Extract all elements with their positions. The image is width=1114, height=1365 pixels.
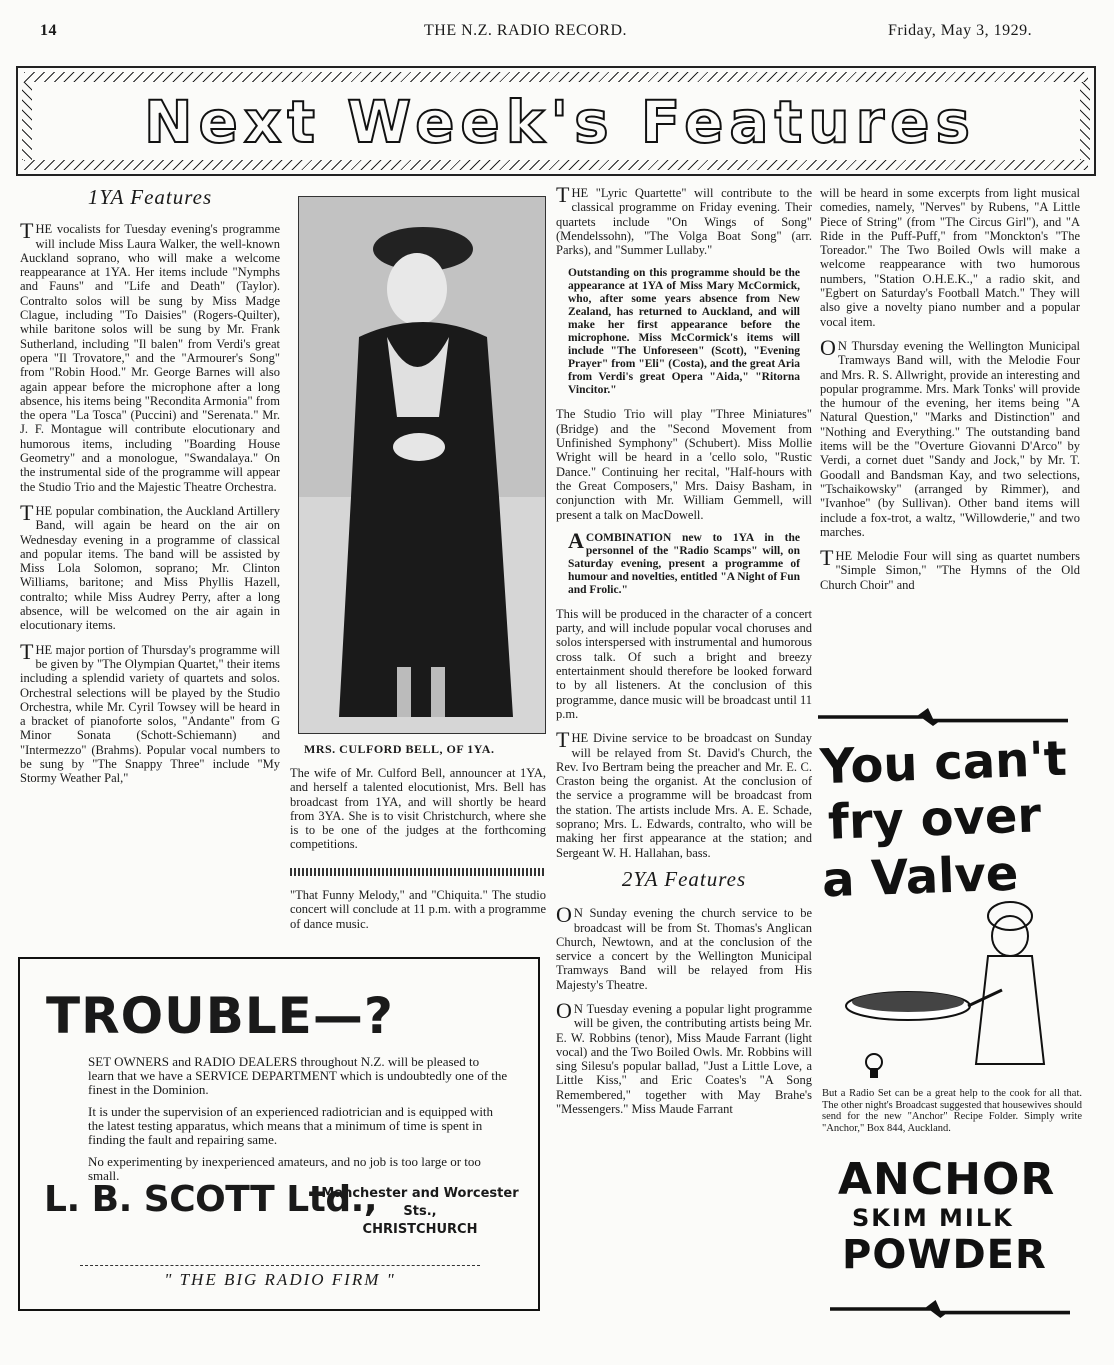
highlight-paragraph: ACOMBINATION new to 1YA in the personnel of the "Radio Scamps" will, on Saturday evening, present a programme of humour and novelties, entitled "A Night of Fun and Frolic." [568,527,800,596]
article-paragraph: ON Tuesday evening a popular light programme will be given, the contributing artists being Mr. E. W. Robbins (tenor), Miss Maude Farrant (light vocal) and the Two Boiled Owls. Mr. Robbins will sing Silesu's popular ballad, "Just a Little Love, a Little Kiss," and Eric Coates's "A Song Remembered," together with May Brahe's "Messengers." Miss Maude Farrant [556,997,812,1117]
banner-border-left [22,82,32,160]
caption-paragraph: The wife of Mr. Culford Bell, announcer at 1YA, and herself a talented elocutionist, Mrs. Bell has broadcast from 1YA, and will shortly be heard from 3YA. She is to visit Christchurch, where she is to be one of the judges at the forthcoming competitions. [290,766,546,852]
section-heading-1ya: 1YA Features [87,185,213,209]
brand-name: ANCHOR [838,1154,1056,1205]
lightning-divider-bottom [830,1300,1070,1318]
ad-slogan-line: fry over [827,787,1042,851]
address-street: Manchester and Worcester Sts., [321,1186,519,1219]
service-department-ad [18,957,540,1311]
banner-border-right [1080,82,1090,160]
photo-caption: MRS. CULFORD BELL, OF 1YA. [304,742,495,756]
brand-product: SKIM MILK [852,1204,1014,1232]
article-paragraph: THE vocalists for Tuesday evening's programme will include Miss Laura Walker, the well-known Auckland soprano, who will make a welcome reappearance at 1YA. Her items include "Nymphs and Fauns" and "Life and Death" (Taylor). Contralto solos will be sung by Miss Madge Clague, including "To Daisies" (Rogers-Quilter), while baritone solos will be sung by Mr. Frank Sutherland, including "Il balen" from Verdi's great opera "Il Trovatore," and the "Armourer's Song" from "Robin Hood." Mr. George Barnes will also again appear before the microphone after a long absence, his items being "Recondita Armonia" from the opera "La Tosca" (Puccini) and "Serenata." Mr. J. F. Montague will contribute elocutionary and humorous items, including "Boarding House Geometry" and a monologue, "Swandalaya." On the instrumental side of the programme will appear the Studio Trio and the Majestic Theatre Orchestra. [20,218,280,494]
ad-paragraph: It is under the supervision of an experienced radiotrician and is equipped with the latest testing apparatus, which means that a minimum of time is spent in finding the fault and repairing same. [88,1104,494,1147]
banner-title-box [130,88,990,156]
ad-body [88,1055,508,1191]
column-2-continued [290,888,546,941]
features-banner [16,66,1096,176]
column-4 [820,186,1080,602]
lightning-divider-top [818,708,1068,726]
ad-body-text: But a Radio Set can be a great help to the cook for all that. The other night's Broadcast suggested that housewives should send for the new "Anchor" Recipe Folder. Simply write "Anchor," Box 844, Auckland. [822,1088,1082,1134]
article-paragraph: ON Sunday evening the church service to be broadcast will be from St. Thomas's Anglican Church, Newtown, and at the conclusion of the service a concert by the Wellington Municipal Tramways Band will be relayed from His Majesty's Theatre. [556,902,812,992]
article-paragraph: THE Divine service to be broadcast on Sunday will be relayed from St. David's Church, the Rev. Ivo Bertram being the preacher and Mr. E. C. Craston being the organist. At the conclusion of the service a programme will be broadcast from the station. The artists include Mrs. A. E. Schade, soprano; Mrs. L. Edwards, contralto, who will be making her first appearance at the station; and Sergeant W. H. Hallahan, bass. [556,727,812,860]
address-city: CHRISTCHURCH [362,1222,478,1237]
article-paragraph: THE popular combination, the Auckland Artillery Band, will again be heard on the air on Wednesday evening in a programme of classical and popular items. The band will be assisted by Miss Lola Solomon, soprano; Mr. Clinton Williams, baritone; and Miss Phyllis Hazell, contralto; while Miss Audrey Perry, after a long absence, will be welcomed on the air again in elocutionary items. [20,499,280,633]
highlight-paragraph: Outstanding on this programme should be the appearance at 1YA of Miss Mary McCormick, who, after some years absence from New Zealand, has returned to Auckland, and will make her first appearance before the microphone. Miss McCormick's items will include "The Unforeseen" (Scott), "Evening Prayer" from "Eli" (Costa), and the great Aria from Verdi's great Opera "Aida," "Ritorna Vincitor." [568,267,800,397]
section-heading-2ya: 2YA Features [621,866,747,891]
article-paragraph: The Studio Trio will play "Three Miniatures" (Bridge) and the "Second Movement from Unfinished Symphony" (Schubert). Miss Mollie Wright will be heard in a 'cello solo, "Rustic Dance." Continuing her recital, "Half-hours with the Great Composers," Mrs. Daisy Basham, in conjunction with Mr. William Gemmell, will present a talk on MacDowell. [556,407,812,522]
company-address [310,1185,530,1239]
article-paragraph: ON Thursday evening the Wellington Municipal Tramways Band will, with the Melodie Four and Mrs. R. S. Allwright, provide an interesting and popular programme. Mrs. Mark Tonks' will provide the humour of the evening, her items being "A Natural Question," "Marks and Distinction" and "Nothing and Everything." The outstanding band items will be the "Overture Giovanni D'Arco" by Verdi, a cornet duet "Sandy and Jock," by Mr. T. Goodall and Bandsman Kay, and two selections, "Tschaikowsky" (arranged by Rimmer), and "Ivanhoe" (by Sullivan). Other band items will include a fox-trot, a waltz, "Willowderie," and two marches. [820,334,1080,539]
cook-illustration [838,894,1082,1084]
ad-slogan-line: a Valve [821,845,1020,909]
column-1yA [20,186,280,796]
banner-border-bottom [24,160,1088,170]
company-slogan: " THE BIG RADIO FIRM " [80,1265,480,1290]
anchor-milk-ad [818,730,1088,1294]
page-number: 14 [40,22,57,39]
dotted-separator [290,868,546,876]
article-paragraph: will be heard in some excerpts from light musical comedies, namely, "Nerves" by Rubens, "A Little Piece of String" (from "The Circus Girl"), and "A Ride in the Puff-Puff," from "Monckton's "The Toreador." The Two Boiled Owls will make a welcome reappearance with two humorous numbers, "Station O.H.E.K.," a radio skit, and "Egbert on Saturday's Football Match." They will also give a novelty piano number and a popular vocal item. [820,186,1080,329]
brand-product-type: POWDER [842,1232,1047,1278]
issue-date: Friday, May 3, 1929. [888,22,1033,39]
banner-title: Next Week's Features [143,88,977,156]
ad-headline: TROUBLE—? [46,987,394,1045]
company-name: L. B. SCOTT Ltd., [44,1179,377,1220]
banner-border-top [24,72,1088,82]
column-3 [556,182,812,1126]
portrait-photo [298,196,546,734]
article-paragraph: THE major portion of Thursday's programme will be given by "The Olympian Quartet," their items including a splendid variety of quartets and solos. Orchestral selections will be played by the Studio Orchestra, while Mr. Cyril Towsey will be heard in a bracket of pianoforte solos, "Andante" from G Minor Sonata (Schott-Schiemann) and "Intermezzo" (Brahms). Popular vocal numbers to be sung by "The Snappy Three" include "My Stormy Weather Pal," [20,638,280,786]
ad-slogan-line: You can't [819,730,1068,796]
article-paragraph: This will be produced in the character of a concert party, and will include popular vocal choruses and solos interspersed with instrumental and humorous cross talk. Of such a bright and breezy entertainment should therefore be looked forward to by all listeners. At the conclusion of this programme, dance music will be broadcast until 11 p.m. [556,606,812,721]
ad-paragraph: SET OWNERS and RADIO DEALERS throughout N.Z. will be pleased to learn that we have a SERVICE DEPARTMENT which is undoubtedly one of the finest in the Dominion. [88,1054,508,1097]
portrait-illustration [299,197,546,734]
article-paragraph: "That Funny Melody," and "Chiquita." The studio concert will conclude at 11 p.m. with a programme of dance music. [290,888,546,931]
column-2 [290,766,546,862]
publication-title: THE N.Z. RADIO RECORD. [424,22,627,39]
ad-paragraph: No experimenting by inexperienced amateurs, and no job is too large or too small. [88,1154,481,1183]
article-paragraph: THE "Lyric Quartette" will contribute to the classical programme on Friday evening. Their quartets include "On Wings of Song" (Mendelssohn), "The Volga Boat Song" (arr. Parks), and "Summer Lullaby." [556,182,812,258]
article-paragraph: THE Melodie Four will sing as quartet numbers "Simple Simon," "The Hymns of the Old Church Choir" and [820,545,1080,592]
